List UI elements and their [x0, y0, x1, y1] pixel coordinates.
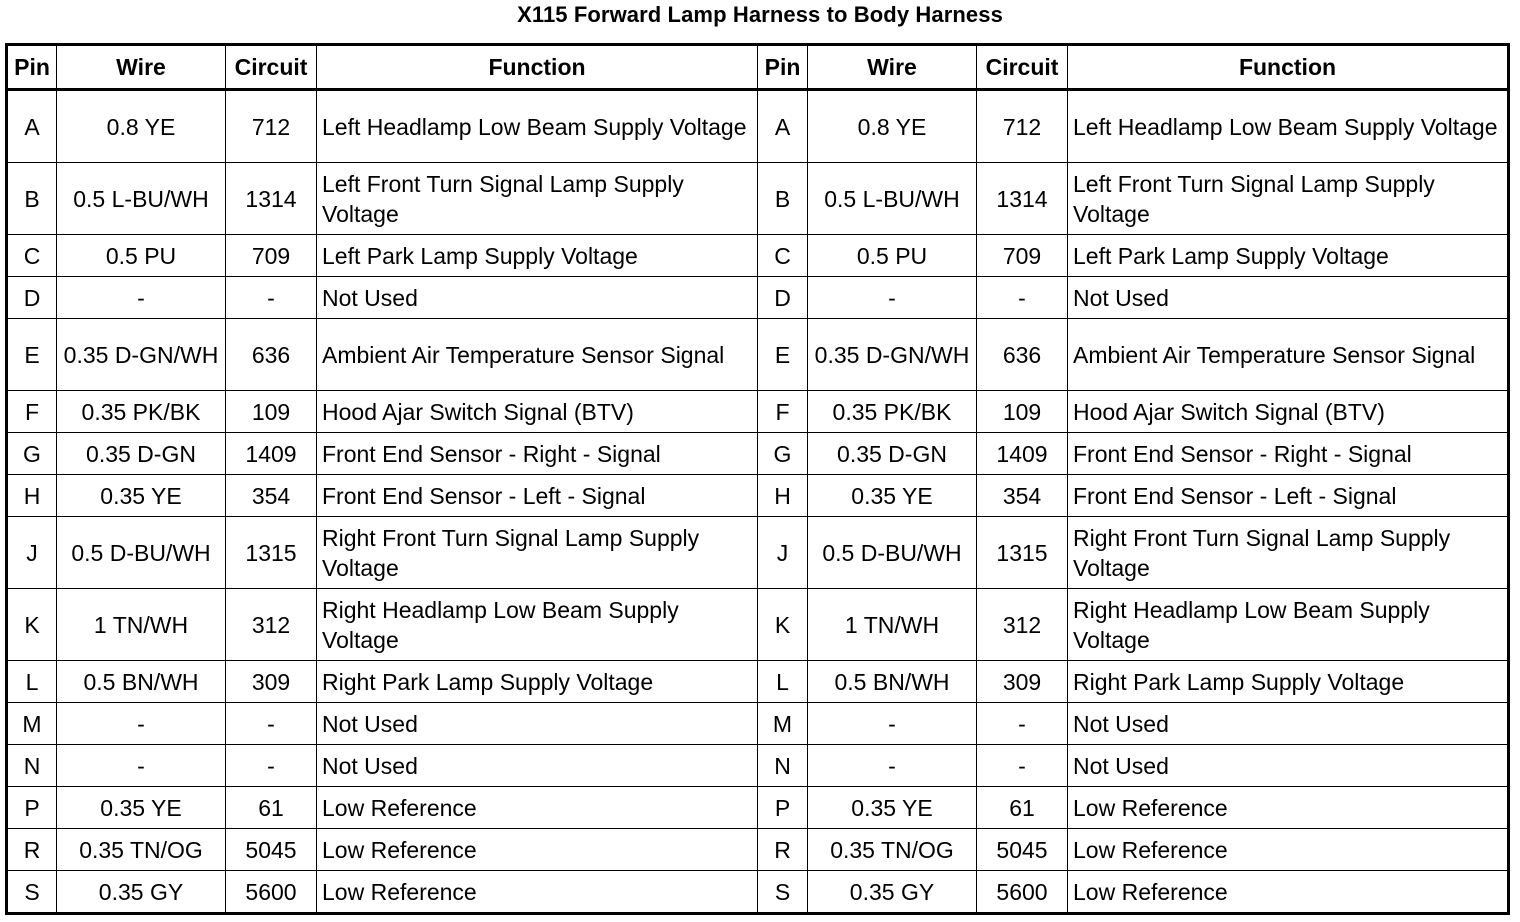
circuit-cell-left: 354: [226, 475, 317, 517]
pin-cell-right: K: [758, 589, 808, 661]
pin-cell-left: L: [7, 661, 57, 703]
wire-cell-right: 0.5 D-BU/WH: [808, 517, 977, 589]
function-cell-right: Front End Sensor - Right - Signal: [1068, 433, 1509, 475]
table-row: [7, 475, 1509, 517]
wire-cell-left: 0.35 TN/OG: [57, 829, 226, 871]
function-cell-left: Left Front Turn Signal Lamp Supply Voltage: [317, 163, 758, 235]
wire-cell-right: 1 TN/WH: [808, 589, 977, 661]
wire-cell-right: 0.35 PK/BK: [808, 391, 977, 433]
function-cell-left: Ambient Air Temperature Sensor Signal: [317, 319, 758, 391]
wire-cell-left: -: [57, 703, 226, 745]
circuit-cell-left: -: [226, 277, 317, 319]
document-title: X115 Forward Lamp Harness to Body Harness: [517, 2, 1003, 27]
wire-cell-left: 0.35 PK/BK: [57, 391, 226, 433]
circuit-cell-left: 1409: [226, 433, 317, 475]
wire-cell-right: 0.5 PU: [808, 235, 977, 277]
function-cell-right: Not Used: [1068, 277, 1509, 319]
wire-cell-right: -: [808, 703, 977, 745]
wire-cell-left: 0.35 D-GN/WH: [57, 319, 226, 391]
circuit-cell-left: -: [226, 703, 317, 745]
circuit-cell-right: 1409: [977, 433, 1068, 475]
circuit-cell-left: 309: [226, 661, 317, 703]
function-cell-left: Right Front Turn Signal Lamp Supply Voltage: [317, 517, 758, 589]
circuit-cell-right: -: [977, 703, 1068, 745]
pin-cell-left: H: [7, 475, 57, 517]
wire-cell-right: 0.8 YE: [808, 90, 977, 163]
function-cell-right: Hood Ajar Switch Signal (BTV): [1068, 391, 1509, 433]
table-row: [7, 163, 1509, 235]
wire-cell-left: 0.35 YE: [57, 787, 226, 829]
circuit-cell-right: -: [977, 745, 1068, 787]
table-row: [7, 319, 1509, 391]
wire-cell-right: 0.35 D-GN: [808, 433, 977, 475]
table-row: [7, 391, 1509, 433]
function-cell-right: Left Park Lamp Supply Voltage: [1068, 235, 1509, 277]
circuit-cell-left: -: [226, 745, 317, 787]
function-cell-left: Not Used: [317, 745, 758, 787]
wire-cell-right: 0.35 GY: [808, 871, 977, 914]
table-row: [7, 517, 1509, 589]
function-cell-left: Low Reference: [317, 829, 758, 871]
pin-cell-right: C: [758, 235, 808, 277]
pin-cell-right: R: [758, 829, 808, 871]
header-wire-left: Wire: [57, 45, 226, 90]
pin-cell-right: L: [758, 661, 808, 703]
pin-cell-right: P: [758, 787, 808, 829]
pin-cell-left: A: [7, 90, 57, 163]
wire-cell-left: 0.35 GY: [57, 871, 226, 914]
table-row: [7, 589, 1509, 661]
function-cell-right: Front End Sensor - Left - Signal: [1068, 475, 1509, 517]
pin-cell-left: R: [7, 829, 57, 871]
circuit-cell-left: 5045: [226, 829, 317, 871]
header-circuit-right: Circuit: [977, 45, 1068, 90]
circuit-cell-right: 109: [977, 391, 1068, 433]
circuit-cell-left: 109: [226, 391, 317, 433]
circuit-cell-left: 1314: [226, 163, 317, 235]
pin-cell-right: J: [758, 517, 808, 589]
pin-cell-right: H: [758, 475, 808, 517]
header-pin-right: Pin: [758, 45, 808, 90]
circuit-cell-right: 5600: [977, 871, 1068, 914]
function-cell-left: Low Reference: [317, 871, 758, 914]
header-function-right: Function: [1068, 45, 1509, 90]
wire-cell-left: 0.5 BN/WH: [57, 661, 226, 703]
table-row: [7, 829, 1509, 871]
wire-cell-left: -: [57, 745, 226, 787]
circuit-cell-right: -: [977, 277, 1068, 319]
pin-cell-left: N: [7, 745, 57, 787]
function-cell-right: Low Reference: [1068, 829, 1509, 871]
table-row: [7, 433, 1509, 475]
function-cell-right: Low Reference: [1068, 871, 1509, 914]
circuit-cell-right: 1314: [977, 163, 1068, 235]
pin-cell-left: B: [7, 163, 57, 235]
pin-cell-left: P: [7, 787, 57, 829]
function-cell-left: Front End Sensor - Left - Signal: [317, 475, 758, 517]
pin-cell-left: K: [7, 589, 57, 661]
circuit-cell-right: 5045: [977, 829, 1068, 871]
circuit-cell-left: 712: [226, 90, 317, 163]
pin-cell-right: B: [758, 163, 808, 235]
wire-cell-right: -: [808, 277, 977, 319]
function-cell-right: Ambient Air Temperature Sensor Signal: [1068, 319, 1509, 391]
circuit-cell-right: 312: [977, 589, 1068, 661]
wire-cell-right: 0.5 BN/WH: [808, 661, 977, 703]
pin-cell-left: M: [7, 703, 57, 745]
function-cell-left: Left Park Lamp Supply Voltage: [317, 235, 758, 277]
wire-cell-left: 1 TN/WH: [57, 589, 226, 661]
wire-cell-left: -: [57, 277, 226, 319]
pin-cell-right: N: [758, 745, 808, 787]
table-row: [7, 703, 1509, 745]
circuit-cell-right: 709: [977, 235, 1068, 277]
function-cell-left: Not Used: [317, 703, 758, 745]
function-cell-left: Right Headlamp Low Beam Supply Voltage: [317, 589, 758, 661]
wire-cell-right: 0.5 L-BU/WH: [808, 163, 977, 235]
wire-cell-right: -: [808, 745, 977, 787]
circuit-cell-left: 312: [226, 589, 317, 661]
wire-cell-left: 0.35 D-GN: [57, 433, 226, 475]
pin-cell-right: A: [758, 90, 808, 163]
pin-cell-right: M: [758, 703, 808, 745]
function-cell-right: Left Front Turn Signal Lamp Supply Voltage: [1068, 163, 1509, 235]
pinout-body: [7, 90, 1509, 914]
circuit-cell-left: 636: [226, 319, 317, 391]
wire-cell-left: 0.5 D-BU/WH: [57, 517, 226, 589]
wire-cell-right: 0.35 TN/OG: [808, 829, 977, 871]
circuit-cell-right: 1315: [977, 517, 1068, 589]
function-cell-right: Low Reference: [1068, 787, 1509, 829]
pin-cell-right: G: [758, 433, 808, 475]
table-row: [7, 235, 1509, 277]
function-cell-left: Right Park Lamp Supply Voltage: [317, 661, 758, 703]
function-cell-right: Right Front Turn Signal Lamp Supply Voltage: [1068, 517, 1509, 589]
pin-cell-left: G: [7, 433, 57, 475]
function-cell-left: Not Used: [317, 277, 758, 319]
circuit-cell-left: 1315: [226, 517, 317, 589]
function-cell-left: Left Headlamp Low Beam Supply Voltage: [317, 90, 758, 163]
pin-cell-right: S: [758, 871, 808, 914]
wire-cell-right: 0.35 D-GN/WH: [808, 319, 977, 391]
wire-cell-right: 0.35 YE: [808, 787, 977, 829]
pin-cell-right: E: [758, 319, 808, 391]
table-row: [7, 90, 1509, 163]
pin-cell-left: E: [7, 319, 57, 391]
table-row: [7, 277, 1509, 319]
circuit-cell-right: 712: [977, 90, 1068, 163]
header-pin-left: Pin: [7, 45, 57, 90]
wire-cell-left: 0.35 YE: [57, 475, 226, 517]
wire-cell-left: 0.5 PU: [57, 235, 226, 277]
wire-cell-left: 0.5 L-BU/WH: [57, 163, 226, 235]
circuit-cell-right: 354: [977, 475, 1068, 517]
circuit-cell-left: 709: [226, 235, 317, 277]
table-row: [7, 871, 1509, 914]
table-row: [7, 661, 1509, 703]
pin-cell-left: J: [7, 517, 57, 589]
pin-cell-left: S: [7, 871, 57, 914]
function-cell-left: Front End Sensor - Right - Signal: [317, 433, 758, 475]
wire-cell-left: 0.8 YE: [57, 90, 226, 163]
header-function-left: Function: [317, 45, 758, 90]
pin-cell-right: D: [758, 277, 808, 319]
circuit-cell-right: 309: [977, 661, 1068, 703]
function-cell-right: Not Used: [1068, 745, 1509, 787]
circuit-cell-left: 61: [226, 787, 317, 829]
wire-cell-right: 0.35 YE: [808, 475, 977, 517]
function-cell-right: Not Used: [1068, 703, 1509, 745]
function-cell-right: Left Headlamp Low Beam Supply Voltage: [1068, 90, 1509, 163]
function-cell-right: Right Park Lamp Supply Voltage: [1068, 661, 1509, 703]
function-cell-left: Low Reference: [317, 787, 758, 829]
pin-cell-left: C: [7, 235, 57, 277]
pin-cell-left: D: [7, 277, 57, 319]
circuit-cell-right: 636: [977, 319, 1068, 391]
circuit-cell-left: 5600: [226, 871, 317, 914]
table-row: [7, 745, 1509, 787]
header-wire-right: Wire: [808, 45, 977, 90]
circuit-cell-right: 61: [977, 787, 1068, 829]
function-cell-left: Hood Ajar Switch Signal (BTV): [317, 391, 758, 433]
pin-cell-right: F: [758, 391, 808, 433]
pinout-table: [5, 43, 1510, 915]
function-cell-right: Right Headlamp Low Beam Supply Voltage: [1068, 589, 1509, 661]
pin-cell-left: F: [7, 391, 57, 433]
table-row: [7, 787, 1509, 829]
header-row: [7, 45, 1509, 90]
header-circuit-left: Circuit: [226, 45, 317, 90]
